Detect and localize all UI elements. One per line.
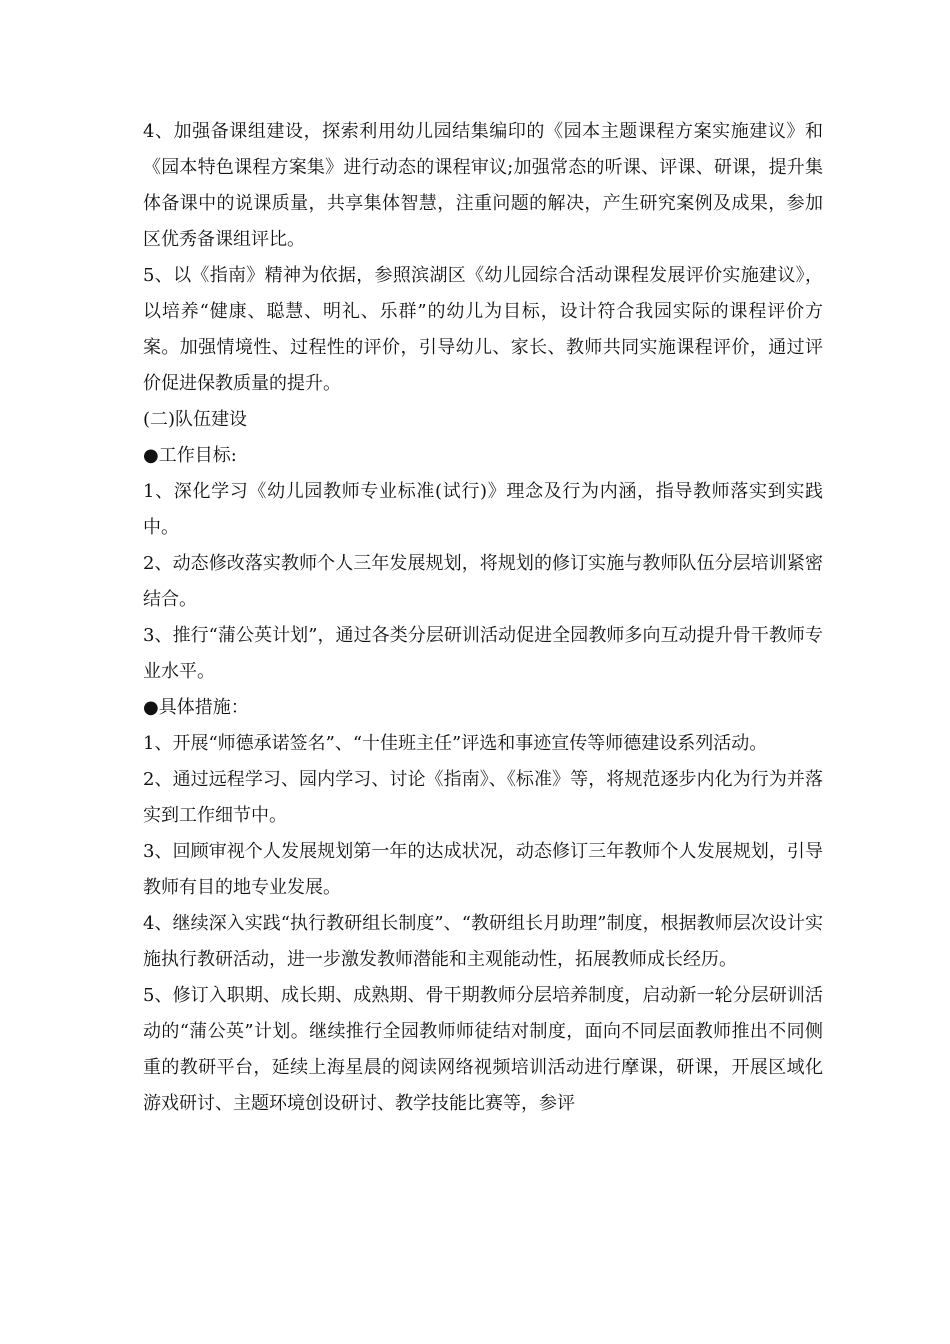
paragraph-lesson-group: 4、加强备课组建设，探索利用幼儿园结集编印的《园本主题课程方案实施建议》和《园本特色课程方案集》进行动态的课程审议;加强常态的听课、评课、研课，提升集体备课中的说课质量，共享集体智慧，注重问题的解决，产生研究案例及成果，参加区优秀备课组评比。 xyxy=(143,121,823,250)
paragraph-curriculum-evaluation: 5、以《指南》精神为依据，参照滨湖区《幼儿园综合活动课程发展评价实施建议》，以培养“健康、聪慧、明礼、乐群”的幼儿为目标，设计符合我园实际的课程评价方案。加强情境性、过程性的评价，引导幼儿、家长、教师共同实施课程评价，通过评价促进保教质量的提升。 xyxy=(143,265,823,394)
measure-item-5: 5、修订入职期、成长期、成熟期、骨干期教师分层培养制度，启动新一轮分层研训活动的“蒲公英”计划。继续推行全园教师师徒结对制度，面向不同层面教师推出不同侧重的教研平台，延续上海星晨的阅读网络视频培训活动进行摩课，研课，开展区域化游戏研讨、主题环境创设研讨、教学技能比赛等，参评 xyxy=(143,985,823,1114)
subheading-work-goals: ●工作目标: xyxy=(143,445,237,466)
subheading-specific-measures: ●具体措施： xyxy=(143,697,249,718)
goal-item-2: 2、动态修改落实教师个人三年发展规划，将规划的修订实施与教师队伍分层培训紧密结合。 xyxy=(143,553,823,610)
document-page xyxy=(143,114,823,1122)
goal-item-3: 3、推行“蒲公英计划”，通过各类分层研训活动促进全园教师多向互动提升骨干教师专业水平。 xyxy=(143,625,823,682)
measure-item-1: 1、开展“师德承诺签名”、“十佳班主任”评选和事迹宣传等师德建设系列活动。 xyxy=(143,733,768,754)
measure-item-4: 4、继续深入实践“执行教研组长制度”、“教研组长月助理”制度，根据教师层次设计实施执行教研活动，进一步激发教师潜能和主观能动性，拓展教师成长经历。 xyxy=(143,913,823,970)
section-heading-team-building: (二)队伍建设 xyxy=(143,409,248,430)
measure-item-2: 2、通过远程学习、园内学习、讨论《指南》、《标准》等，将规范逐步内化为行为并落实到工作细节中。 xyxy=(143,769,823,826)
measure-item-3: 3、回顾审视个人发展规划第一年的达成状况，动态修订三年教师个人发展规划，引导教师有目的地专业发展。 xyxy=(143,841,823,898)
goal-item-1: 1、深化学习《幼儿园教师专业标准(试行)》理念及行为内涵，指导教师落实到实践中。 xyxy=(143,481,823,538)
